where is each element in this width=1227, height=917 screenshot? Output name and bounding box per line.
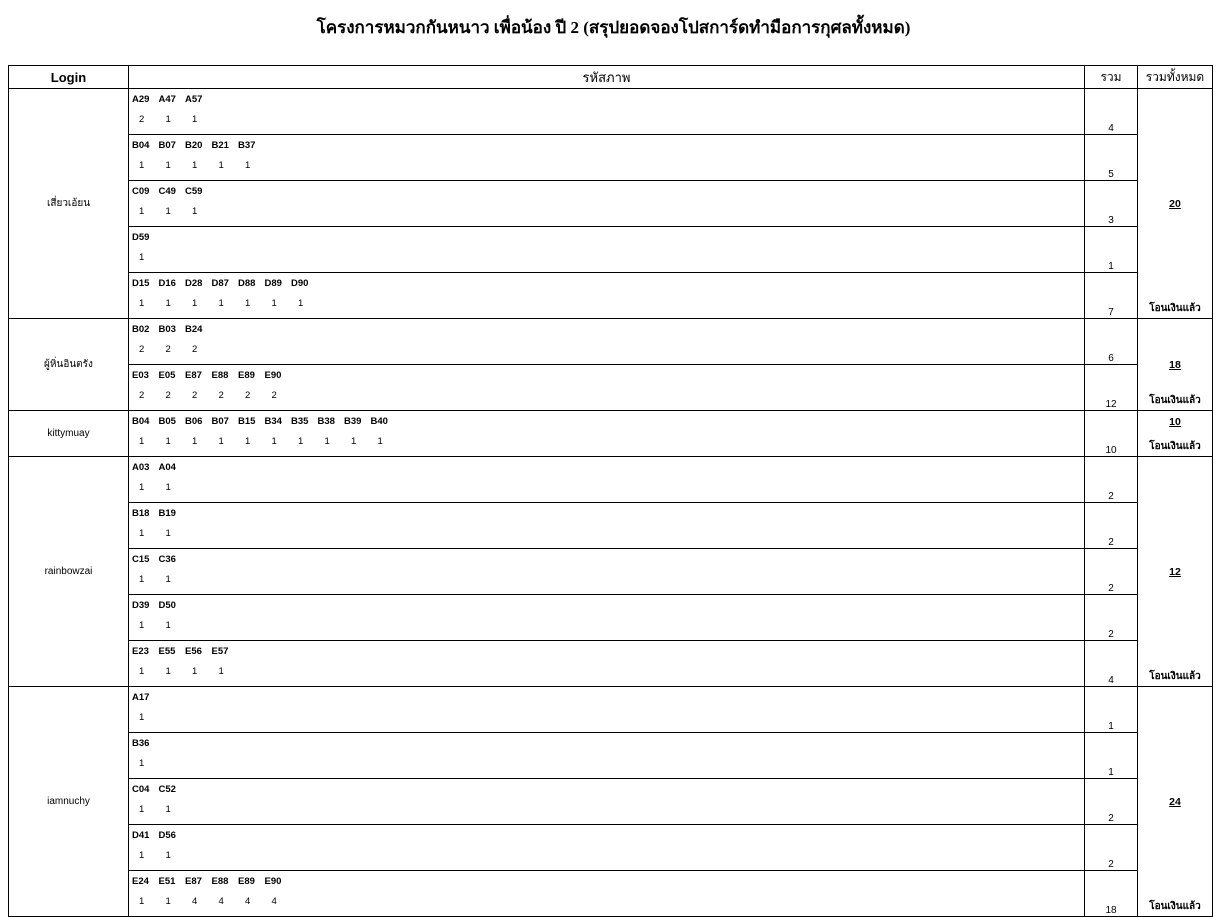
row-total: 2: [1085, 595, 1138, 641]
picture-code: A57: [185, 94, 203, 105]
header-total: รวม: [1085, 66, 1138, 89]
quantity-list: [132, 114, 1084, 134]
quantity: 4: [218, 896, 224, 907]
picture-code: E23: [132, 646, 149, 657]
quantity: 2: [139, 114, 145, 125]
picture-code: B05: [158, 416, 176, 427]
quantity: 1: [165, 298, 171, 309]
payment-status: โอนเงินแล้ว: [1149, 671, 1201, 682]
picture-code: B18: [132, 508, 150, 519]
picture-code: B04: [132, 416, 150, 427]
picture-codes-cell: [129, 319, 1085, 365]
picture-code: B40: [370, 416, 388, 427]
picture-code: D87: [211, 278, 229, 289]
table-row: [9, 595, 1213, 641]
picture-code: B21: [211, 140, 229, 151]
picture-code: E88: [211, 370, 229, 381]
quantity: 1: [139, 804, 145, 815]
picture-codes-cell: [129, 687, 1085, 733]
picture-code: E03: [132, 370, 149, 381]
quantity: 1: [165, 896, 171, 907]
grand-total-cell: [1138, 411, 1213, 457]
quantity: 2: [192, 344, 198, 355]
picture-codes-cell: [129, 871, 1085, 917]
picture-code: D39: [132, 600, 150, 611]
picture-code: E89: [238, 370, 255, 381]
table-row: [9, 457, 1213, 503]
picture-codes-cell: [129, 733, 1085, 779]
quantity: 1: [165, 850, 171, 861]
picture-code: B24: [185, 324, 203, 335]
row-total: 1: [1085, 227, 1138, 273]
picture-code: E57: [211, 646, 229, 657]
picture-codes-cell: [129, 779, 1085, 825]
code-list: [132, 462, 1084, 482]
picture-codes-cell: [129, 135, 1085, 181]
code-list: [132, 186, 1084, 206]
quantity: 1: [139, 528, 145, 539]
picture-codes-cell: [129, 227, 1085, 273]
quantity-list: [132, 252, 1084, 272]
table-header-row: [9, 66, 1213, 89]
table-row: [9, 181, 1213, 227]
picture-code: B03: [158, 324, 176, 335]
picture-code: D88: [238, 278, 256, 289]
row-total: 5: [1085, 135, 1138, 181]
grand-total-cell: [1138, 89, 1213, 319]
code-list: [132, 508, 1084, 528]
row-total: 2: [1085, 825, 1138, 871]
picture-code: C09: [132, 186, 150, 197]
table-row: [9, 411, 1213, 457]
picture-codes-cell: [129, 457, 1085, 503]
quantity: 1: [139, 712, 145, 723]
quantity-list: [132, 160, 1084, 180]
code-list: [132, 830, 1084, 850]
quantity: 1: [165, 804, 171, 815]
picture-code: A17: [132, 692, 150, 703]
payment-status: โอนเงินแล้ว: [1149, 303, 1201, 314]
picture-code: E89: [238, 876, 255, 887]
table-row: [9, 549, 1213, 595]
quantity-list: [132, 528, 1084, 548]
picture-codes-cell: [129, 503, 1085, 549]
picture-code: C59: [185, 186, 203, 197]
quantity: 4: [271, 896, 277, 907]
quantity: 1: [139, 206, 145, 217]
picture-code: B38: [317, 416, 335, 427]
quantity: 1: [271, 436, 277, 447]
quantity-list: [132, 298, 1084, 318]
quantity-list: [132, 712, 1084, 732]
quantity: 1: [165, 620, 171, 631]
table-body: [9, 89, 1213, 917]
grand-total-value: 24: [1169, 795, 1181, 808]
picture-code: B37: [238, 140, 256, 151]
row-total: 4: [1085, 89, 1138, 135]
header-picture-code: รหัสภาพ: [129, 66, 1085, 89]
picture-code: E87: [185, 876, 202, 887]
picture-codes-cell: [129, 273, 1085, 319]
quantity: 1: [139, 482, 145, 493]
login-name: iamnuchy: [9, 687, 129, 917]
picture-codes-cell: [129, 89, 1085, 135]
picture-code: B34: [264, 416, 282, 427]
booking-summary-table: [8, 65, 1213, 917]
picture-codes-cell: [129, 641, 1085, 687]
quantity-list: [132, 620, 1084, 640]
table-row: [9, 89, 1213, 135]
picture-code: E90: [264, 876, 282, 887]
code-list: [132, 140, 1084, 160]
code-list: [132, 646, 1084, 666]
row-total: 4: [1085, 641, 1138, 687]
quantity: 1: [165, 528, 171, 539]
picture-code: D50: [158, 600, 176, 611]
row-total: 1: [1085, 687, 1138, 733]
quantity: 2: [165, 390, 171, 401]
picture-code: E87: [185, 370, 202, 381]
quantity-list: [132, 850, 1084, 870]
picture-codes-cell: [129, 595, 1085, 641]
picture-code: E55: [158, 646, 176, 657]
quantity: 1: [218, 666, 224, 677]
quantity: 1: [139, 666, 145, 677]
header-grand-total: รวมทั้งหมด: [1138, 66, 1213, 89]
quantity: 1: [165, 114, 171, 125]
picture-code: B04: [132, 140, 150, 151]
code-list: [132, 692, 1084, 712]
code-list: [132, 554, 1084, 574]
code-list: [132, 738, 1084, 758]
picture-code: B39: [344, 416, 362, 427]
quantity: 1: [245, 436, 251, 447]
quantity-list: [132, 436, 1084, 456]
quantity: 1: [298, 298, 304, 309]
quantity-list: [132, 344, 1084, 364]
quantity: 1: [165, 666, 171, 677]
picture-code: B20: [185, 140, 203, 151]
quantity: 1: [139, 850, 145, 861]
row-total: 1: [1085, 733, 1138, 779]
picture-code: E51: [158, 876, 176, 887]
row-total: 3: [1085, 181, 1138, 227]
code-list: [132, 232, 1084, 252]
picture-code: B35: [291, 416, 309, 427]
picture-code: B19: [158, 508, 176, 519]
picture-code: C04: [132, 784, 150, 795]
picture-code: D15: [132, 278, 150, 289]
quantity-list: [132, 390, 1084, 410]
quantity: 1: [139, 620, 145, 631]
quantity: 2: [245, 390, 251, 401]
quantity: 1: [377, 436, 383, 447]
quantity: 1: [271, 298, 277, 309]
table-row: [9, 641, 1213, 687]
quantity-list: [132, 758, 1084, 778]
picture-code: A03: [132, 462, 150, 473]
table-row: [9, 273, 1213, 319]
login-name: kittymuay: [9, 411, 129, 457]
quantity: 1: [192, 114, 198, 125]
picture-code: A29: [132, 94, 150, 105]
quantity-list: [132, 666, 1084, 686]
quantity: 2: [218, 390, 224, 401]
picture-codes-cell: [129, 411, 1085, 457]
picture-code: E56: [185, 646, 202, 657]
picture-code: B02: [132, 324, 150, 335]
quantity: 1: [351, 436, 357, 447]
quantity: 2: [139, 344, 145, 355]
picture-codes-cell: [129, 825, 1085, 871]
picture-code: B36: [132, 738, 150, 749]
table-row: [9, 227, 1213, 273]
quantity: 1: [245, 160, 251, 171]
picture-code: E88: [211, 876, 229, 887]
quantity: 1: [165, 436, 171, 447]
grand-total-value: 10: [1169, 416, 1181, 428]
picture-code: D59: [132, 232, 150, 243]
quantity: 1: [139, 758, 145, 769]
picture-code: E24: [132, 876, 149, 887]
table-row: [9, 319, 1213, 365]
quantity: 1: [165, 206, 171, 217]
picture-code: C49: [158, 186, 176, 197]
quantity: 2: [165, 344, 171, 355]
quantity-list: [132, 804, 1084, 824]
quantity: 1: [165, 160, 171, 171]
row-total: 2: [1085, 549, 1138, 595]
picture-code: A04: [158, 462, 176, 473]
row-total: 10: [1085, 411, 1138, 457]
picture-code: D28: [185, 278, 203, 289]
picture-code: C52: [158, 784, 176, 795]
payment-status: โอนเงินแล้ว: [1149, 395, 1201, 406]
code-list: [132, 416, 1084, 436]
picture-code: B07: [211, 416, 229, 427]
row-total: 2: [1085, 779, 1138, 825]
quantity: 1: [218, 160, 224, 171]
picture-code: B15: [238, 416, 256, 427]
row-total: 2: [1085, 457, 1138, 503]
picture-code: B07: [158, 140, 176, 151]
row-total: 12: [1085, 365, 1138, 411]
picture-code: D16: [158, 278, 176, 289]
quantity: 2: [192, 390, 198, 401]
quantity: 1: [192, 666, 198, 677]
quantity: 4: [192, 896, 198, 907]
table-row: [9, 825, 1213, 871]
grand-total-value: 18: [1169, 358, 1181, 371]
quantity: 1: [165, 574, 171, 585]
picture-code: D89: [264, 278, 282, 289]
quantity: 1: [245, 298, 251, 309]
table-row: [9, 135, 1213, 181]
quantity: 1: [192, 436, 198, 447]
picture-codes-cell: [129, 549, 1085, 595]
code-list: [132, 278, 1084, 298]
table-row: [9, 733, 1213, 779]
picture-code: D90: [291, 278, 309, 289]
quantity-list: [132, 896, 1084, 916]
table-row: [9, 503, 1213, 549]
quantity: 1: [192, 298, 198, 309]
picture-code: E90: [264, 370, 282, 381]
table-row: [9, 871, 1213, 917]
picture-codes-cell: [129, 181, 1085, 227]
table-row: [9, 779, 1213, 825]
picture-code: C36: [158, 554, 176, 565]
quantity-list: [132, 574, 1084, 594]
code-list: [132, 324, 1084, 344]
code-list: [132, 94, 1084, 114]
picture-code: E05: [158, 370, 176, 381]
code-list: [132, 784, 1084, 804]
login-name: เสี่ยวเอ้ยน: [9, 89, 129, 319]
code-list: [132, 370, 1084, 390]
quantity: 1: [139, 252, 145, 263]
quantity: 1: [218, 436, 224, 447]
quantity-list: [132, 482, 1084, 502]
picture-code: D56: [158, 830, 176, 841]
quantity: 4: [245, 896, 251, 907]
grand-total-value: 20: [1169, 197, 1181, 210]
grand-total-cell: [1138, 687, 1213, 917]
quantity: 1: [192, 160, 198, 171]
login-name: ผู้หิ่นอินตรัง: [9, 319, 129, 411]
code-list: [132, 600, 1084, 620]
quantity: 1: [139, 436, 145, 447]
page-title: โครงการหมวกกันหนาว เพื่อน้อง ปี 2 (สรุปยอดจองโปสการ์ดทำมือการกุศลทั้งหมด): [316, 18, 911, 37]
picture-code: A47: [158, 94, 176, 105]
quantity: 1: [139, 574, 145, 585]
table-row: [9, 687, 1213, 733]
row-total: 7: [1085, 273, 1138, 319]
row-total: 6: [1085, 319, 1138, 365]
picture-code: D41: [132, 830, 150, 841]
picture-code: C15: [132, 554, 150, 565]
quantity: 1: [139, 298, 145, 309]
row-total: 18: [1085, 871, 1138, 917]
quantity: 1: [324, 436, 330, 447]
picture-code: B06: [185, 416, 203, 427]
code-list: [132, 876, 1084, 896]
grand-total-cell: [1138, 457, 1213, 687]
quantity: 1: [165, 482, 171, 493]
quantity: 2: [139, 390, 145, 401]
login-name: rainbowzai: [9, 457, 129, 687]
quantity: 2: [271, 390, 277, 401]
quantity: 1: [192, 206, 198, 217]
grand-total-cell: [1138, 319, 1213, 411]
quantity-list: [132, 206, 1084, 226]
quantity: 1: [298, 436, 304, 447]
grand-total-value: 12: [1169, 565, 1181, 578]
quantity: 1: [218, 298, 224, 309]
quantity: 1: [139, 160, 145, 171]
header-login: Login: [9, 66, 129, 89]
picture-codes-cell: [129, 365, 1085, 411]
row-total: 2: [1085, 503, 1138, 549]
table-row: [9, 365, 1213, 411]
quantity: 1: [139, 896, 145, 907]
payment-status: โอนเงินแล้ว: [1149, 901, 1201, 912]
payment-status: โอนเงินแล้ว: [1149, 441, 1201, 452]
